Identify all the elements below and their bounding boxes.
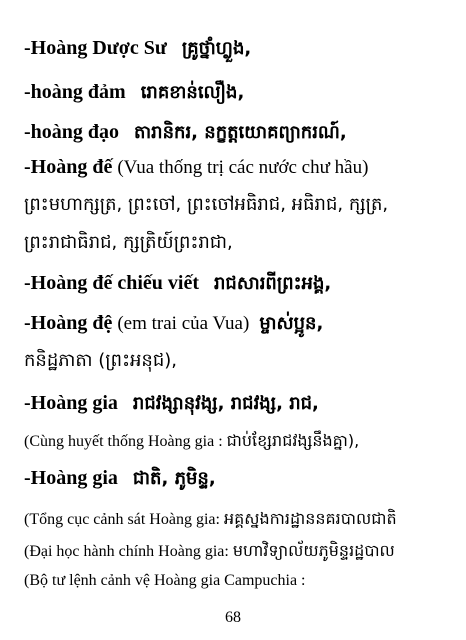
example-text: (Cùng huyết thống Hoàng gia :	[24, 433, 223, 450]
entry-headword: -Hoàng Dược Sư	[24, 37, 167, 59]
entry-gloss: (Vua thống trị các nước chư hầu)	[117, 157, 369, 178]
page-number: 68	[225, 609, 241, 626]
usage-example	[24, 430, 458, 454]
khmer-definition: គ្រូថ្នាំហ្លួង,	[181, 38, 252, 59]
example-text: (Đại học hành chính Hoàng gia:	[24, 543, 229, 560]
khmer-translation: អគ្គស្នងការដ្ឋាននគរបាលជាតិ	[223, 509, 397, 528]
khmer-translation: មហាវិទ្យាល័យភូមិន្ទរដ្ឋបាល	[232, 541, 395, 560]
khmer-definition-line: ព្រះរាជាធិរាជ, ក្សត្រិយ៍ព្រះរាជា,	[24, 232, 233, 253]
entry-hoang-de-chieu-viet	[24, 271, 458, 298]
entry-headword: -Hoàng đế	[24, 156, 113, 178]
entry-headword: -hoàng đạo	[24, 121, 120, 143]
entry-hoang-de-em	[24, 311, 458, 338]
entry-gloss: (em trai của Vua)	[117, 313, 250, 334]
khmer-definition: រាជសារពីព្រះអង្គ,	[214, 273, 332, 294]
usage-example	[24, 572, 458, 590]
entry-hoang-duoc-su	[24, 36, 458, 63]
entry-headword: -hoàng đảm	[24, 81, 126, 103]
entry-headword: -Hoàng gia	[24, 467, 118, 489]
khmer-definition: តារានិករ, នក្ខត្តយោគព្យាករណ៍,	[134, 122, 347, 143]
entry-hoang-gia-1	[24, 391, 458, 418]
khmer-definition: រោគខាន់លឿង,	[140, 82, 245, 103]
khmer-definition-line: កនិដ្ឋភាតា (ព្រះអនុជ),	[24, 350, 178, 371]
khmer-definition-line: ព្រះមហាក្សត្រ, ព្រះចៅ, ព្រះចៅអធិរាជ, អធិរាជ, ក្សត្រ,	[24, 194, 389, 215]
entry-hoang-dao	[24, 120, 458, 147]
entry-hoang-dam	[24, 80, 458, 107]
khmer-definition: រាជវង្សានុវង្ស, រាជវង្ស, រាជ,	[132, 393, 319, 414]
entry-hoang-de	[24, 156, 458, 179]
entry-headword: -Hoàng đệ	[24, 312, 113, 334]
entry-hoang-gia-2	[24, 466, 458, 493]
example-text: (Tổng cục cảnh sát Hoàng gia:	[24, 511, 220, 528]
usage-example	[24, 508, 458, 532]
example-text: (Bộ tư lệnh cảnh vệ Hoàng gia Campuchia :	[24, 572, 306, 589]
khmer-translation: ជាប់ខ្សែរាជវង្សនឹងគ្នា),	[226, 431, 360, 450]
khmer-definition: ម្ចាស់ប្អូន,	[259, 313, 324, 334]
usage-example	[24, 540, 458, 564]
entry-headword: -Hoàng đế chiếu viết	[24, 272, 199, 294]
entry-headword: -Hoàng gia	[24, 392, 118, 414]
khmer-definition: ជាតិ, ភូមិន្ទ,	[132, 468, 216, 489]
